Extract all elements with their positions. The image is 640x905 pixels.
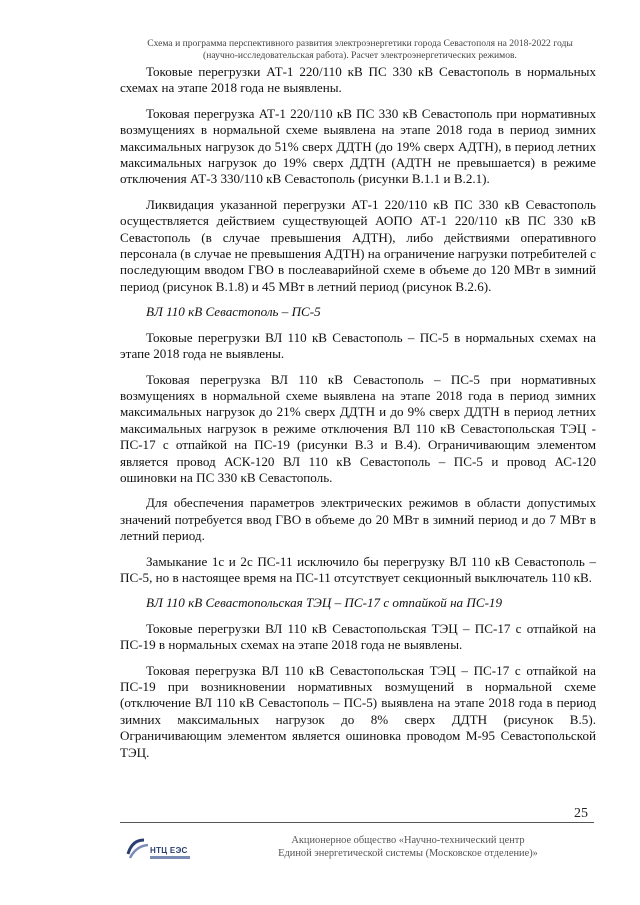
header-line-2: (научно-исследовательская работа). Расчет электроэнергетических режимов. (203, 50, 517, 61)
paragraph: Для обеспечения параметров электрических режимов в области допустимых значений потребуется ввод ГВО в объеме до 20 МВт в зимний период и до 7 МВт в летний период. (120, 495, 596, 544)
section-heading: ВЛ 110 кВ Севастополь – ПС-5 (146, 304, 321, 320)
running-header (100, 38, 620, 62)
logo-underline (150, 856, 190, 859)
document-body (120, 64, 596, 770)
paragraph: Токовые перегрузки АТ-1 220/110 кВ ПС 330 кВ Севастополь в нормальных схемах на этапе 2018 года не выявлены. (120, 64, 596, 96)
paragraph: Токовые перегрузки ВЛ 110 кВ Севастопольская ТЭЦ – ПС-17 с отпайкой на ПС-19 в нормальных схемах на этапе 2018 года не выявлены. (120, 620, 596, 653)
footer-line-1: Акционерное общество «Научно-технический центр (291, 835, 525, 846)
paragraph: Токовые перегрузки ВЛ 110 кВ Севастополь – ПС-5 в нормальных схемах на этапе 2018 года не выявлены. (120, 329, 596, 362)
page-number: 25 (574, 806, 588, 821)
header-line-1: Схема и программа перспективного развития электроэнергетики города Севастополя на 2018-2022 годы (147, 38, 573, 49)
section-heading: ВЛ 110 кВ Севастопольская ТЭЦ – ПС-17 с отпайкой на ПС-19 (146, 595, 503, 611)
paragraph: Токовая перегрузка АТ-1 220/110 кВ ПС 330 кВ Севастополь при нормативных возмущениях в нормальной схеме выявлена на этапе 2018 года в период зимних максимальных нагрузок до 51% сверх ДДТН (до 19% сверх АДТН), в период летних максимальных нагрузок до 19% сверх ДДТН (АДТН не превышается) в режиме отключения АТ-3 330/110 кВ Севастополь (рисунки В.1.1 и В.2.1). (120, 105, 596, 187)
paragraph: Токовая перегрузка ВЛ 110 кВ Севастополь – ПС-5 при нормативных возмущениях в нормальной схеме выявлена на этапе 2018 года в период зимних максимальных нагрузок до 21% сверх ДДТН и до 9% сверх ДДТН в период летних максимальных нагрузок в режиме отключения ВЛ 110 кВ Севастопольская ТЭЦ - ПС-17 с отпайкой на ПС-19 (рисунки В.3 и В.4). Ограничивающим элементом является провод АСК-120 ВЛ 110 кВ Севастополь – ПС-5 и провод АС-120 ошиновки на ПС 330 кВ Севастополь. (120, 371, 596, 485)
paragraph: Ликвидация указанной перегрузки АТ-1 220/110 кВ ПС 330 кВ Севастополь осуществляется действием существующей АОПО АТ-1 220/110 кВ ПС 330 кВ Севастополь (в случае превышения АДТН), либо действиями оперативного персонала (в случае не превышения АДТН) на ограничение нагрузки потребителей с последующим вводом ГВО в послеаварийной схеме в объеме до 120 МВт в зимний период (рисунок В.1.8) и 45 МВт в летний период (рисунок В.2.6). (120, 196, 596, 294)
company-logo (124, 834, 206, 868)
footer-line-2: Единой энергетической системы (Московское отделение)» (278, 848, 538, 859)
footer-divider (120, 822, 594, 823)
paragraph: Замыкание 1с и 2с ПС-11 исключило бы перегрузку ВЛ 110 кВ Севастополь – ПС-5, но в настоящее время на ПС-11 отсутствует секционный выключатель 110 кВ. (120, 553, 596, 585)
footer (220, 834, 596, 860)
paragraph: Токовая перегрузка ВЛ 110 кВ Севастопольская ТЭЦ – ПС-17 с отпайкой на ПС-19 при возникновении нормативных возмущений в нормальной схеме (отключение ВЛ 110 кВ Севастополь – ПС-5) выявлена на этапе 2018 года в период зимних максимальных нагрузок до 8% сверх ДДТН (рисунок В.5). Ограничивающим элементом является ошиновка проводом М-95 Севастопольской ТЭЦ. (120, 662, 596, 760)
logo-text: НТЦ ЕЭС (150, 846, 188, 855)
